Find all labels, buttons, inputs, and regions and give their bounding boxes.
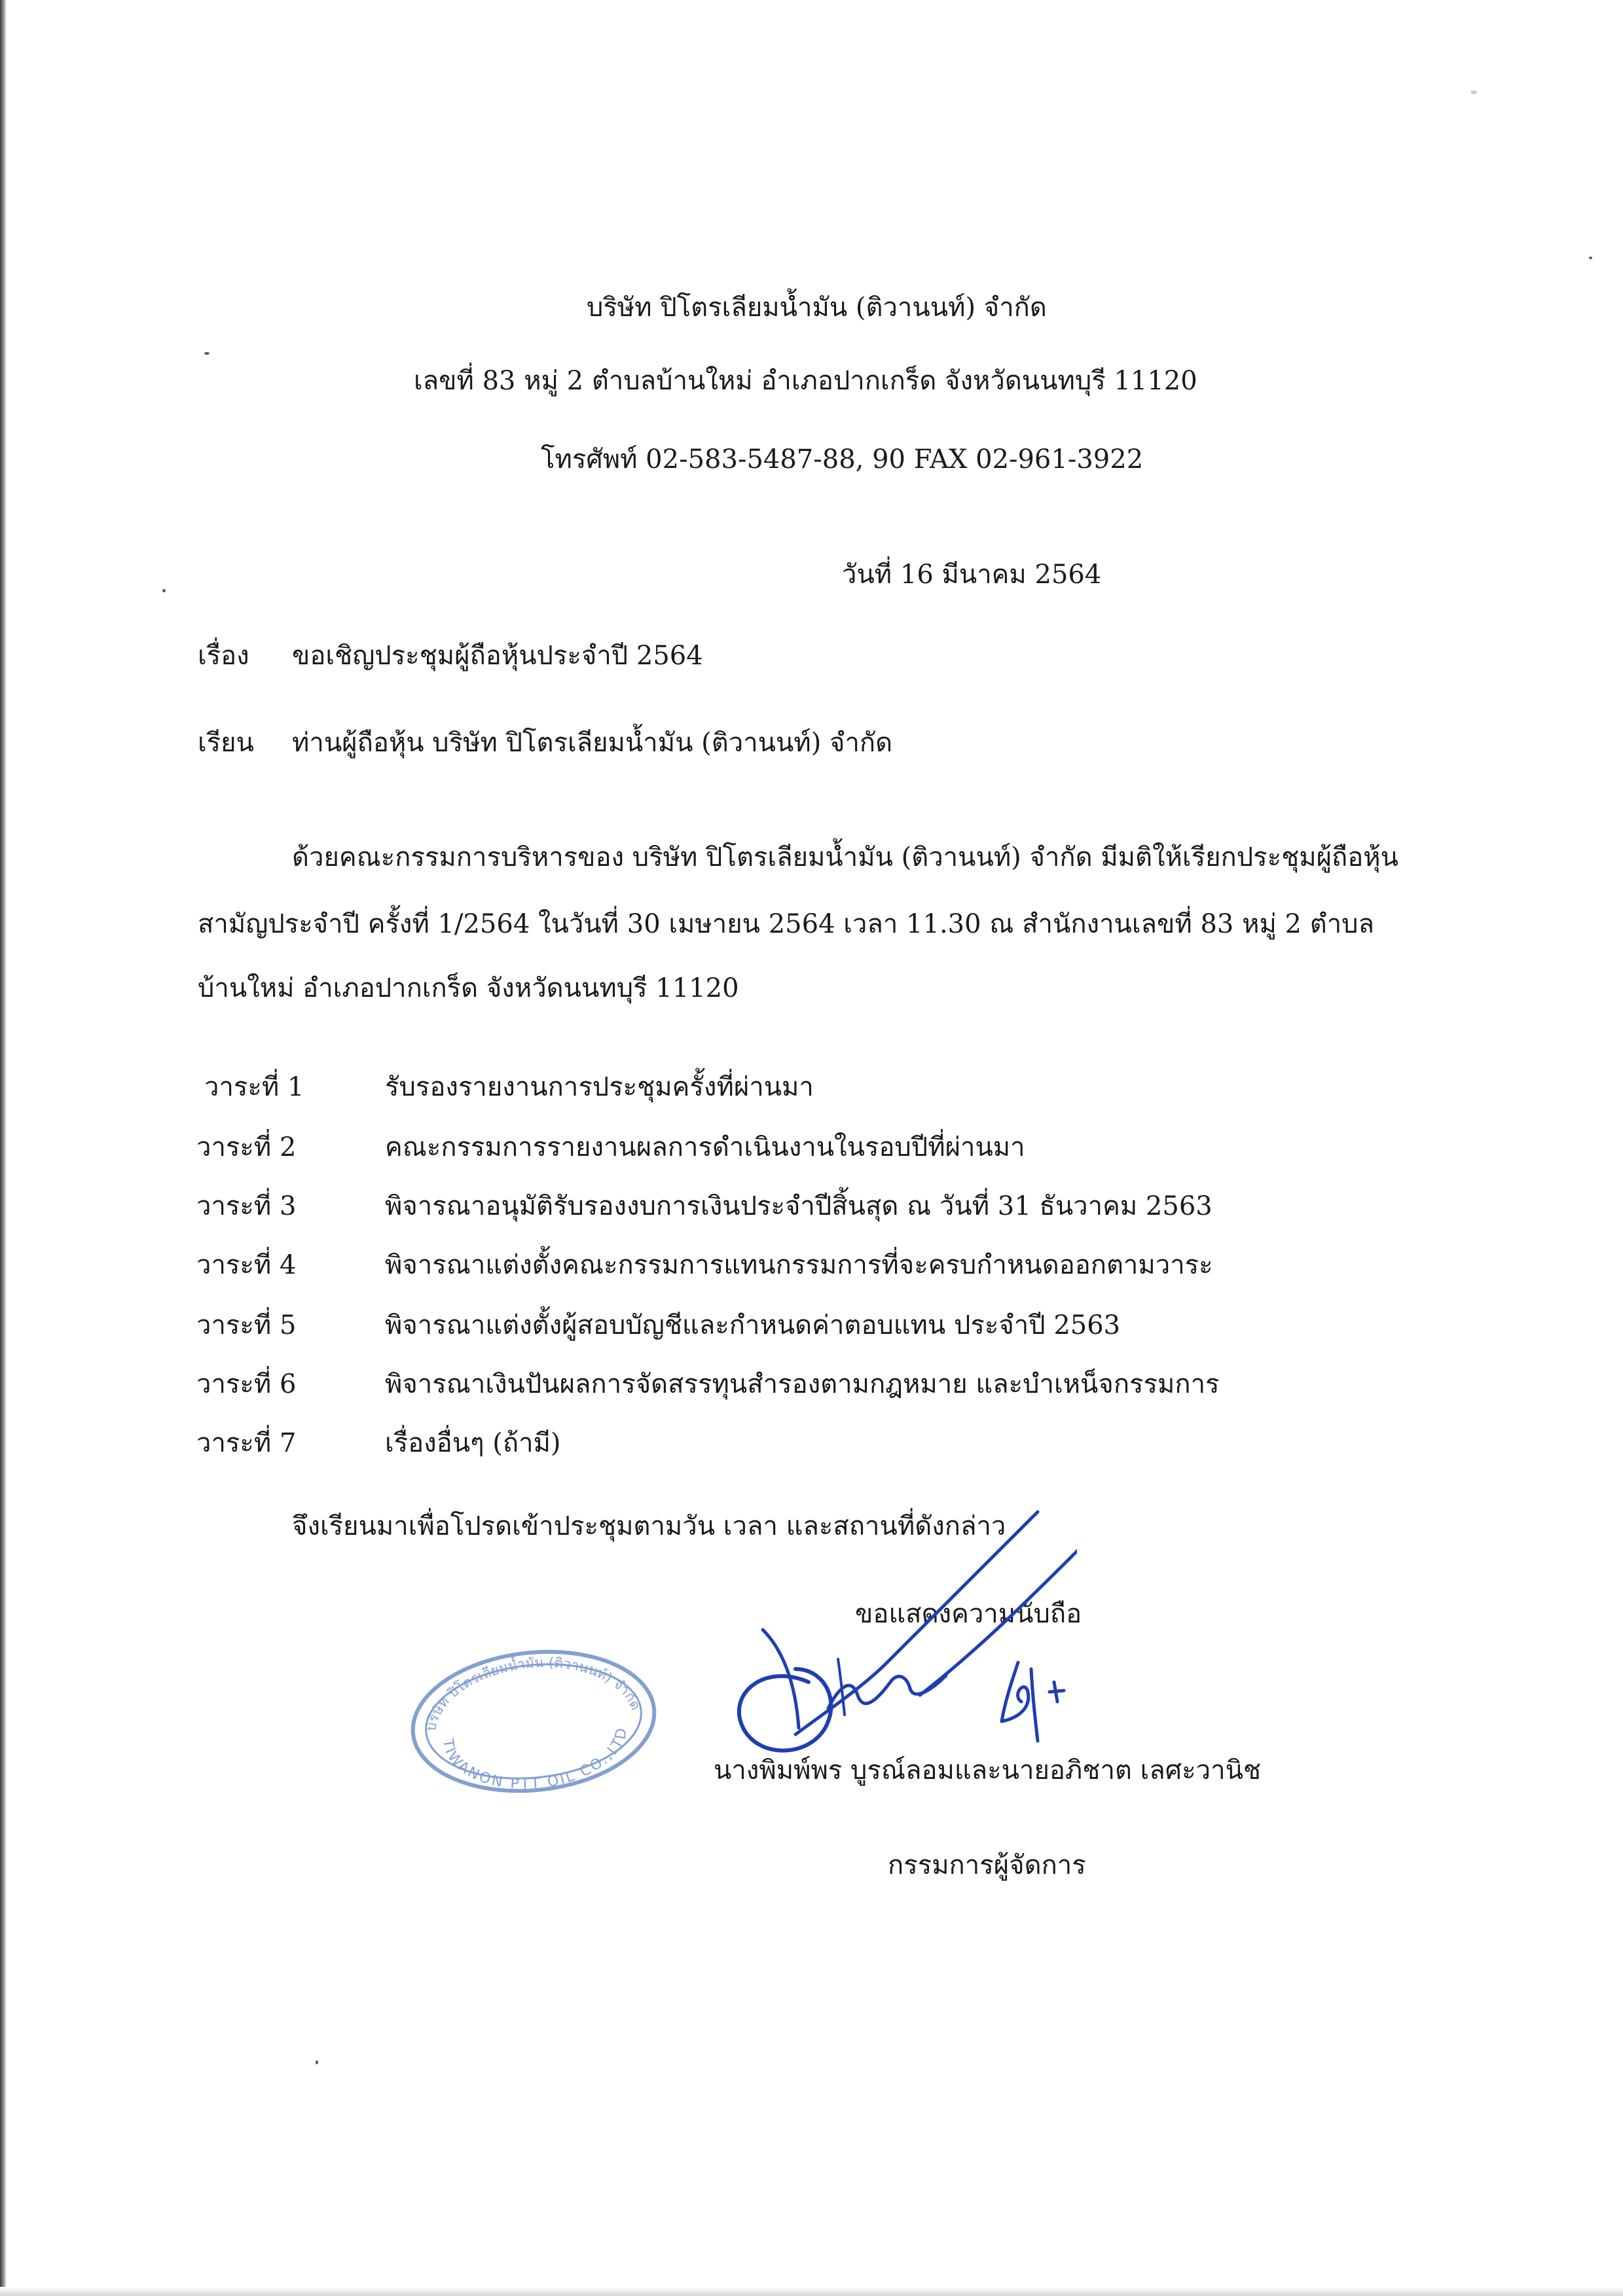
signatory-name: นางพิมพ์พร บูรณ์ลอมและนายอภิชาต เลศะวานิช: [714, 1755, 1262, 1785]
handwritten-initials: [992, 1656, 1077, 1748]
agenda-text: พิจารณาแต่งตั้งผู้สอบบัญชีและกำหนดค่าตอบแทน ประจำปี 2563: [385, 1310, 1121, 1340]
agenda-text: รับรองรายงานการประชุมครั้งที่ผ่านมา: [385, 1072, 814, 1102]
scan-edge: [0, 0, 7, 2296]
agenda-number: วาระที่ 2: [196, 1132, 297, 1162]
scan-speck: [204, 352, 210, 355]
agenda-number: วาระที่ 6: [196, 1369, 297, 1399]
agenda-number: วาระที่ 5: [196, 1310, 297, 1340]
svg-text:บริษัท ปิโตรเลียมน้ำมัน (ติวาน: [416, 1643, 644, 1734]
scan-speck: [1589, 257, 1592, 259]
recipient-label: เรียน: [198, 728, 254, 758]
signatory-position: กรรมการผู้จัดการ: [888, 1850, 1086, 1880]
company-contact: โทรศัพท์ 02-583-5487-88, 90 FAX 02-961-3922: [541, 444, 1144, 475]
agenda-number: วาระที่ 7: [196, 1428, 297, 1458]
agenda-text: พิจารณาเงินปันผลการจัดสรรทุนสำรองตามกฎหมาย และบำเหน็จกรรมการ: [385, 1369, 1220, 1399]
agenda-number: วาระที่ 1: [204, 1072, 304, 1102]
company-address: เลขที่ 83 หมู่ 2 ตำบลบ้านใหม่ อำเภอปากเกร็ด จังหวัดนนทบุรี 11120: [414, 366, 1197, 396]
agenda-number: วาระที่ 3: [196, 1191, 297, 1221]
sign-off: ขอแสดงความนับถือ: [855, 1599, 1082, 1629]
body-line-3: บ้านใหม่ อำเภอปากเกร็ด จังหวัดนนทบุรี 11120: [198, 973, 739, 1003]
agenda-text: เรื่องอื่นๆ (ถ้ามี): [385, 1428, 561, 1458]
agenda-text: พิจารณาแต่งตั้งคณะกรรมการแทนกรรมการที่จะครบกำหนดออกตามวาระ: [385, 1250, 1213, 1280]
company-stamp: [403, 1643, 665, 1800]
stamp-bottom-text: TIWANON PTT OIL CO.,LTD.: [439, 1725, 631, 1793]
scan-speck: [1470, 90, 1477, 94]
scan-speck: [162, 589, 166, 592]
scan-speck: [316, 2060, 318, 2064]
agenda-text: พิจารณาอนุมัติรับรองงบการเงินประจำปีสิ้นสุด ณ วันที่ 31 ธันวาคม 2563: [385, 1191, 1213, 1221]
agenda-text: คณะกรรมการรายงานผลการดำเนินงานในรอบปีที่ผ่านมา: [385, 1132, 1025, 1162]
letter-date: วันที่ 16 มีนาคม 2564: [842, 560, 1102, 590]
body-line-2: สามัญประจำปี ครั้งที่ 1/2564 ในวันที่ 30 เมษายน 2564 เวลา 11.30 ณ สำนักงานเลขที่ 83 หมู่ 2 ตำบล: [198, 909, 1375, 939]
stamp-top-text: บริษัท ปิโตรเลียมน้ำมัน (ติวานนท์) จำกัด: [422, 1654, 644, 1732]
company-name: บริษัท ปิโตรเลียมน้ำมัน (ติวานนท์) จำกัด: [587, 293, 1047, 323]
scan-edge-bottom: [0, 2287, 1623, 2296]
agenda-number: วาระที่ 4: [196, 1250, 297, 1280]
closing-line: จึงเรียนมาเพื่อโปรดเข้าประชุมตามวัน เวลา และสถานที่ดังกล่าว: [292, 1511, 1006, 1541]
body-line-1: ด้วยคณะกรรมการบริหารของ บริษัท ปิโตรเลียมน้ำมัน (ติวานนท์) จำกัด มีมติให้เรียกประชุมผู้ถือหุ้น: [292, 842, 1398, 872]
subject-text: ขอเชิญประชุมผู้ถือหุ้นประจำปี 2564: [292, 641, 703, 671]
recipient-text: ท่านผู้ถือหุ้น บริษัท ปิโตรเลียมน้ำมัน (ติวานนท์) จำกัด: [292, 728, 893, 758]
subject-label: เรื่อง: [198, 641, 249, 671]
